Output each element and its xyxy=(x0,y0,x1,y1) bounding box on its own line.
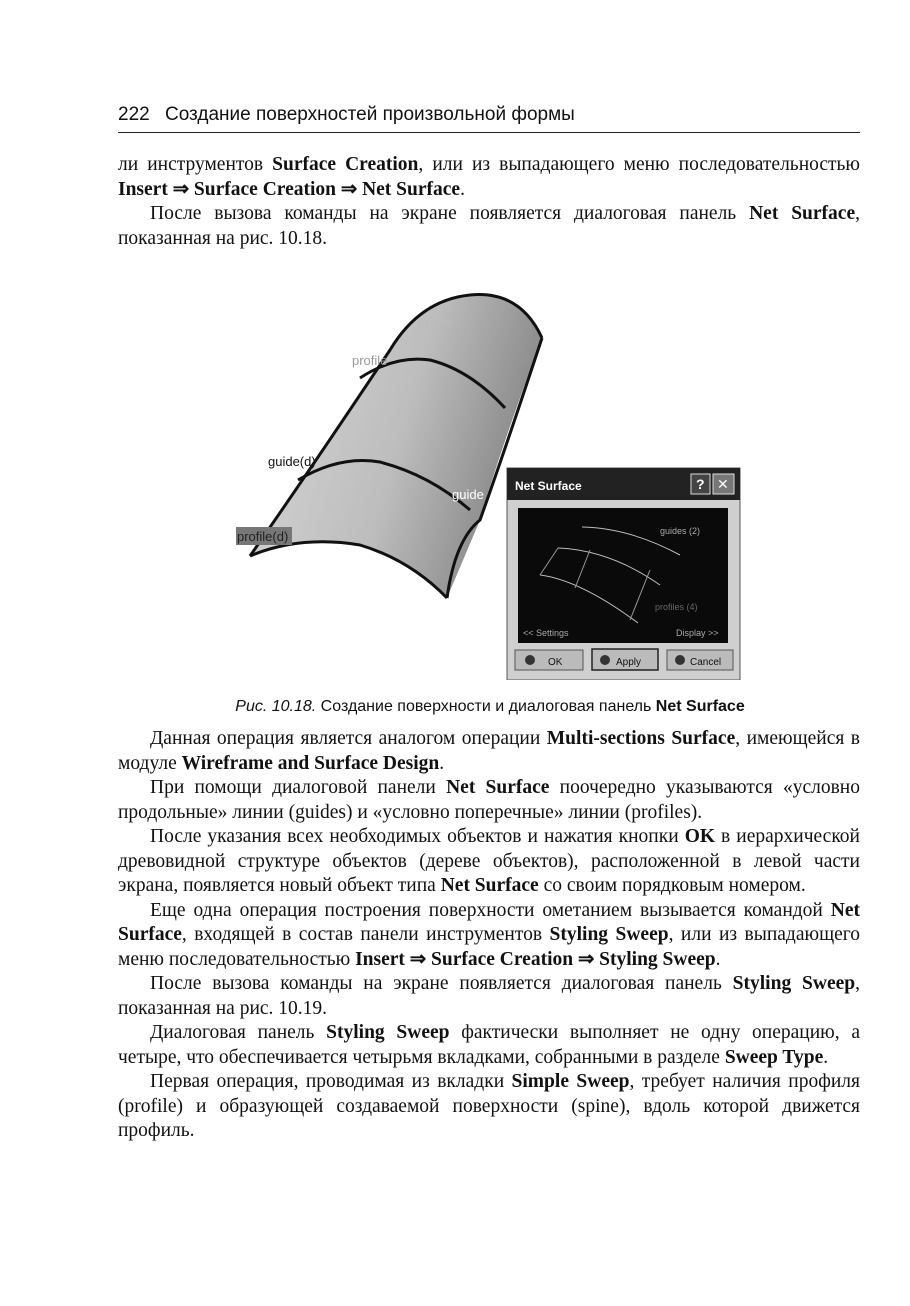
bold-term: Styling Sweep xyxy=(326,1022,450,1043)
text-run: , имеющейся в модуле xyxy=(118,728,861,774)
text-run: в иерархической древовидной структуре объектов (дереве объектов), расположенной в левой части экрана, появляется новый объект типа xyxy=(118,826,860,896)
label-guide-right: guide xyxy=(452,487,484,502)
paragraph xyxy=(118,1021,860,1070)
header-rule xyxy=(118,132,860,133)
text-run: , показанная на рис. 10.18. xyxy=(118,203,860,249)
chapter-title: Создание поверхностей произвольной формы xyxy=(164,104,575,125)
text-run: . xyxy=(439,752,445,774)
paragraph xyxy=(118,899,860,973)
bold-term: Wireframe and Surface Design xyxy=(181,752,440,774)
label-guide-left: guide(d) xyxy=(268,454,316,469)
bold-term: Net Surface xyxy=(446,777,550,798)
text-run: фактически выполняет не одну операцию, а четыре, что обеспечивается четырьмя вкладками, собранными в разделе xyxy=(118,1022,861,1068)
text-run: , входящей в состав панели инструментов xyxy=(181,924,550,945)
svg-text:OK: OK xyxy=(548,657,563,668)
text-run: , требует наличия профиля (profile) и образующей создаваемой поверхности (spine), вдоль которой движется профиль. xyxy=(118,1071,860,1141)
text-run: , или из выпадающего меню последовательностью xyxy=(118,924,861,970)
intro-text xyxy=(118,153,860,251)
bold-term: Net Surface xyxy=(749,203,856,224)
bold-term: Surface Creation xyxy=(272,154,419,175)
paragraph xyxy=(118,1070,860,1144)
running-header xyxy=(118,104,860,126)
paragraph xyxy=(118,972,860,1021)
preview-guides-label: guides (2) xyxy=(660,526,701,536)
paragraph xyxy=(118,727,860,776)
text-run: После указания всех необходимых объектов и нажатия кнопки xyxy=(150,826,685,847)
page-number: 222 xyxy=(118,104,150,125)
figure-net-surface xyxy=(230,280,760,685)
label-profile-top: profile xyxy=(418,315,454,330)
bold-term: Styling Sweep xyxy=(732,973,856,994)
bold-term: Net Surface xyxy=(440,875,539,896)
text-run: При помощи диалоговой панели xyxy=(150,777,447,798)
figure-caption xyxy=(0,698,910,716)
body-text xyxy=(118,727,860,1144)
bold-term: Sweep Type xyxy=(724,1046,824,1068)
text-run: . xyxy=(823,1046,829,1068)
help-icon: ? xyxy=(696,476,705,492)
caption-text: Создание поверхности и диалоговая панель xyxy=(316,698,656,715)
text-run: , показанная на рис. 10.19. xyxy=(118,973,860,1019)
paragraph xyxy=(118,776,860,825)
svg-text:Cancel: Cancel xyxy=(690,657,722,668)
caption-number: Рис. 10.18. xyxy=(235,698,317,715)
bold-term: OK xyxy=(684,826,716,847)
bold-term: Multi-sections Surface xyxy=(546,728,736,749)
text-run: Диалоговая панель xyxy=(150,1022,327,1043)
preview-profiles-label: profiles (4) xyxy=(655,602,698,612)
bold-term: Styling Sweep xyxy=(549,924,669,945)
text-run: , или из выпадающего меню последовательностью xyxy=(418,154,860,175)
display-toggle[interactable]: Display >> xyxy=(676,628,719,638)
bold-term: Insert ⇒ Surface Creation ⇒ Styling Sweep xyxy=(355,948,716,970)
text-run: . xyxy=(715,948,721,970)
bold-term: Insert ⇒ Surface Creation ⇒ Net Surface xyxy=(118,178,461,200)
text-run: Данная операция является аналогом операции xyxy=(150,728,547,749)
bold-term: Simple Sweep xyxy=(511,1071,630,1092)
surface xyxy=(250,295,542,598)
bold-term: Net Surface xyxy=(118,899,860,945)
text-run: После вызова команды на экране появляется диалоговая панель xyxy=(150,973,733,994)
paragraph xyxy=(118,825,860,899)
text-run: Еще одна операция построения поверхности ометанием вызывается командой xyxy=(150,899,831,921)
settings-toggle[interactable]: << Settings xyxy=(523,628,569,638)
paragraph xyxy=(118,153,860,202)
svg-text:Apply: Apply xyxy=(616,657,642,668)
text-run: Первая операция, проводимая из вкладки xyxy=(150,1071,512,1092)
text-run: со своим порядковым номером. xyxy=(538,875,806,896)
text-run: . xyxy=(460,178,465,200)
figure-illustration xyxy=(230,280,760,680)
dialog-title: Net Surface xyxy=(515,479,582,493)
label-profile-selected: profile(d) xyxy=(237,529,289,544)
caption-bold: Net Surface xyxy=(655,698,745,715)
label-profile-mid: profile xyxy=(352,353,388,368)
text-run: После вызова команды на экране появляется диалоговая панель xyxy=(150,203,750,224)
text-run: ли инструментов xyxy=(118,154,273,175)
net-surface-dialog xyxy=(507,468,740,680)
text-run: поочередно указываются «условно продольные» линии (guides) и «условно поперечные» линии (profiles). xyxy=(118,777,860,823)
close-icon: ✕ xyxy=(717,477,729,493)
paragraph xyxy=(118,202,860,251)
